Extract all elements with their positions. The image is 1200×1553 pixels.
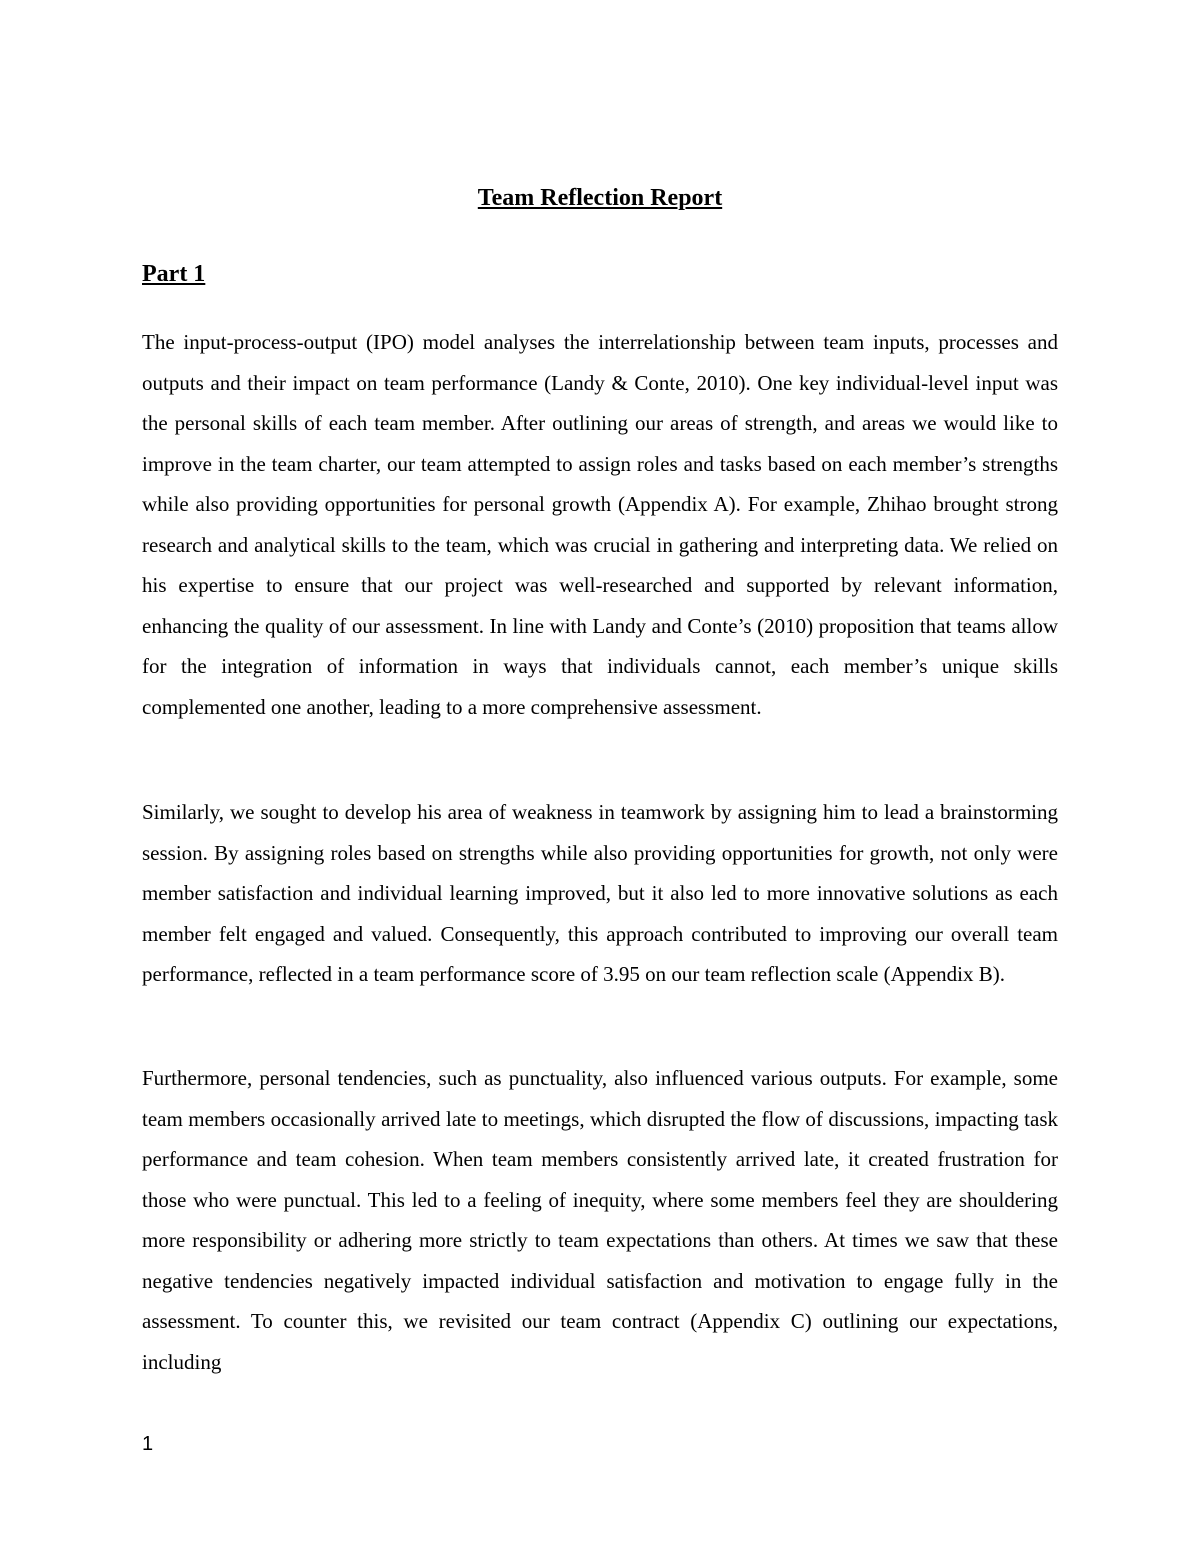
body-paragraph-3: Furthermore, personal tendencies, such as punctuality, also influenced various outputs. For example, some team members occasionally arrived late to meetings, which disrupted the flow of discussions, impacting task performance and team cohesion. When team members consistently arrived late, it created frustration for those who were punctual. This led to a feeling of inequity, where some members feel they are shouldering more responsibility or adhering more strictly to team expectations than others. At times we saw that these negative tendencies negatively impacted individual satisfaction and motivation to engage fully in the assessment. To counter this, we revisited our team contract (Appendix C) outlining our expectations, including xyxy=(142,1066,1058,1374)
page-number: 1 xyxy=(142,1433,154,1455)
body-paragraph-1: The input-process-output (IPO) model analyses the interrelationship between team inputs, processes and outputs and their impact on team performance (Landy & Conte, 2010). One key individual-level input was the personal skills of each team member. After outlining our areas of strength, and areas we would like to improve in the team charter, our team attempted to assign roles and tasks based on each member’s strengths while also providing opportunities for personal growth (Appendix A). For example, Zhihao brought strong research and analytical skills to the team, which was crucial in gathering and interpreting data. We relied on his expertise to ensure that our project was well-researched and supported by relevant information, enhancing the quality of our assessment. In line with Landy and Conte’s (2010) proposition that teams allow for the integration of information in ways that individuals cannot, each member’s unique skills complemented one another, leading to a more comprehensive assessment. xyxy=(142,330,1058,719)
section-heading-part-1: Part 1 xyxy=(142,261,206,287)
document-title: Team Reflection Report xyxy=(477,185,723,211)
body-paragraph-2: Similarly, we sought to develop his area of weakness in teamwork by assigning him to lead a brainstorming session. By assigning roles based on strengths while also providing opportunities for growth, not only were member satisfaction and individual learning improved, but it also led to more innovative solutions as each member felt engaged and valued. Consequently, this approach contributed to improving our overall team performance, reflected in a team performance score of 3.95 on our team reflection scale (Appendix B). xyxy=(142,800,1058,986)
